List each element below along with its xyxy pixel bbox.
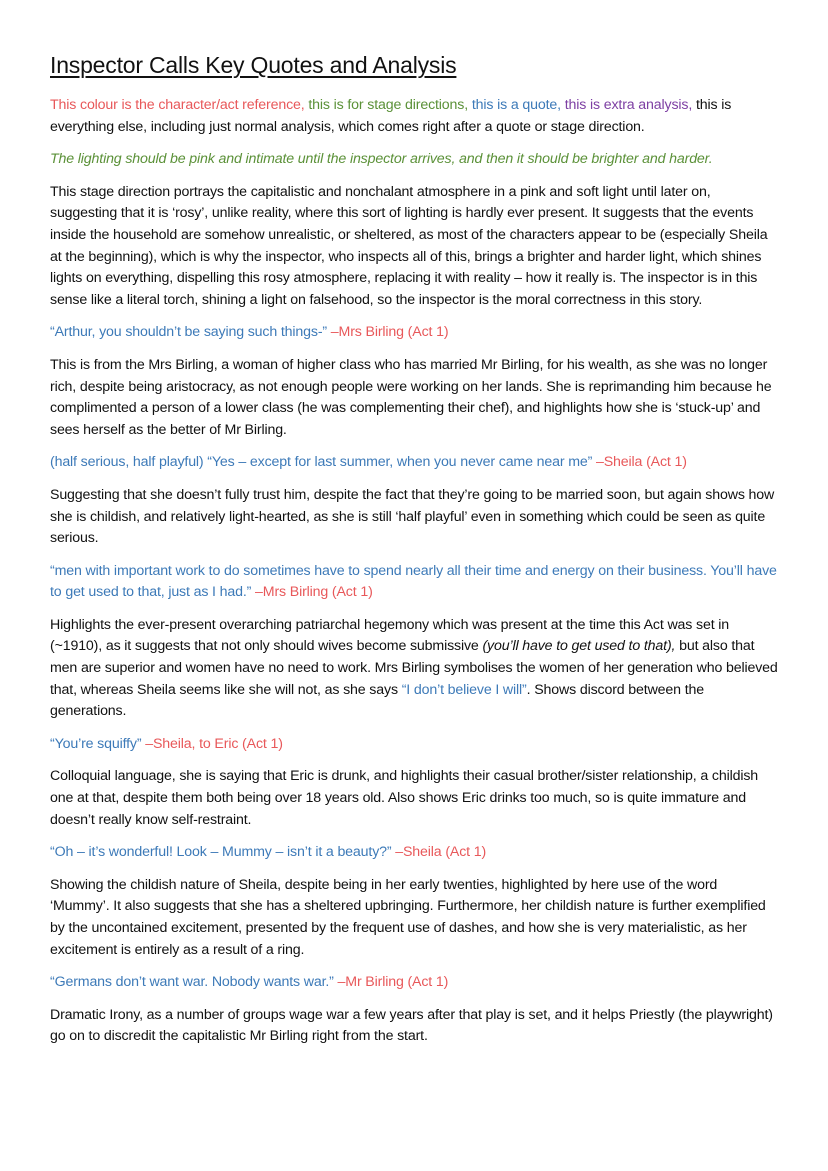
page-title: Inspector Calls Key Quotes and Analysis [50, 52, 457, 78]
analysis-text: Highlights the ever-present overarching patriarchal hegemony which was present at the time this Act was set in (~1910), as it suggests that not only should wives become submissive [50, 616, 730, 655]
analysis-paragraph: Dramatic Irony, as a number of groups wage war a few years after that play is set, and it helps Priestly (the playwright) go on to discredit the capitalistic Mr Birling right from the start. [50, 1006, 773, 1045]
quote-text: “You’re squiffy” [50, 735, 146, 752]
analysis-inline-quote: “I don’t believe I will” [401, 681, 527, 698]
character-reference: –Sheila (Act 1) [395, 844, 487, 861]
analysis-paragraph: This stage direction portrays the capitalistic and nonchalant atmosphere in a pink and soft light until later on, suggesting that it is ‘rosy’, unlike reality, where this sort of lighting is hardly ever present. It suggests that the events inside the household are somehow unrealistic, or sheltered, as most of the characters appear to be (especially Sheila at the beginning), which is why the inspector, who inspects all of this, brings a brighter and harder light, which shines lights on everything, dispelling this rosy atmosphere, replacing it with reality – how it really is. The inspector is in this sense like a literal torch, shining a light on falsehood, so the inspector is the moral correctness in this story. [50, 183, 768, 308]
analysis-text: but also that men are superior and women have no need to work. Mrs Birling symbolises the women of her generation who believed that, whereas Sheila seems like she will not, as she says [50, 638, 778, 698]
stage-direction: The lighting should be pink and intimate until the inspector arrives, and then it should be brighter and harder. [50, 151, 713, 168]
quote-text: (half serious, half playful) “Yes – except for last summer, when you never came near me” [50, 454, 596, 471]
quote-text: “Germans don’t want war. Nobody wants war.” [50, 974, 338, 991]
document-page [50, 50, 780, 1059]
character-reference: –Sheila, to Eric (Act 1) [145, 735, 283, 752]
analysis-text: . Shows discord between the generations. [50, 681, 704, 720]
key-quote: this is a quote, [468, 97, 561, 113]
quote-line [50, 322, 780, 344]
key-normal: this is everything else, including just normal analysis, which comes right after a quote or stage direction. [50, 97, 732, 135]
quote-line [50, 561, 780, 604]
analysis-paragraph: Showing the childish nature of Sheila, despite being in her early twenties, highlighted by here use of the word ‘Mummy’. It also suggests that she has a sheltered upbringing. Furthermore, her childish nature is further exemplified by the uncontained excitement, presented by the frequent use of dashes, and how she is very materialistic, as her excitement is entirely as a result of a ring. [50, 876, 766, 958]
quote-line [50, 452, 780, 474]
character-reference: –Mrs Birling (Act 1) [255, 584, 373, 601]
quote-line [50, 842, 780, 864]
analysis-paragraph: Suggesting that she doesn’t fully trust him, despite the fact that they’re going to be married soon, but again shows how she is childish, and relatively light-hearted, as she is still ‘half playful’ even in something which could be seen as quite serious. [50, 486, 775, 547]
analysis-paragraph: This is from the Mrs Birling, a woman of higher class who has married Mr Birling, for his wealth, as she was no longer rich, despite being aristocracy, as not enough people were working on her lands. She is reprimanding him because he complimented a person of a lower class (he was complementing their chef), and highlights how she is ‘stuck-up’ and sees herself as the better of Mr Birling. [50, 356, 772, 438]
quote-line [50, 972, 780, 994]
key-reference: This colour is the character/act reference, [50, 97, 305, 113]
analysis-paragraph [50, 615, 780, 723]
quote-text: “Arthur, you shouldn’t be saying such things-” [50, 324, 331, 341]
quote-line [50, 734, 780, 756]
character-reference: –Sheila (Act 1) [596, 454, 687, 471]
quote-text: “men with important work to do sometimes have to spend nearly all their time and energy on their business. You’ll have to get used to that, just as I had.” [50, 562, 777, 601]
key-stage-direction: this is for stage directions, [304, 97, 469, 113]
quote-text: “Oh – it’s wonderful! Look – Mummy – isn’t it a beauty?” [50, 844, 396, 861]
analysis-paragraph: Colloquial language, she is saying that Eric is drunk, and highlights their casual brother/sister relationship, a childish one at that, despite them both being over 18 years old. Also shows Eric drinks too much, so is quite immature and doesn’t really know self-restraint. [50, 768, 759, 828]
character-reference: –Mrs Birling (Act 1) [330, 324, 449, 341]
colour-key [50, 95, 780, 138]
analysis-italic-quote: (you’ll have to get used to that), [482, 638, 676, 655]
character-reference: –Mr Birling (Act 1) [337, 974, 449, 991]
key-extra-analysis: this is extra analysis, [560, 97, 693, 113]
